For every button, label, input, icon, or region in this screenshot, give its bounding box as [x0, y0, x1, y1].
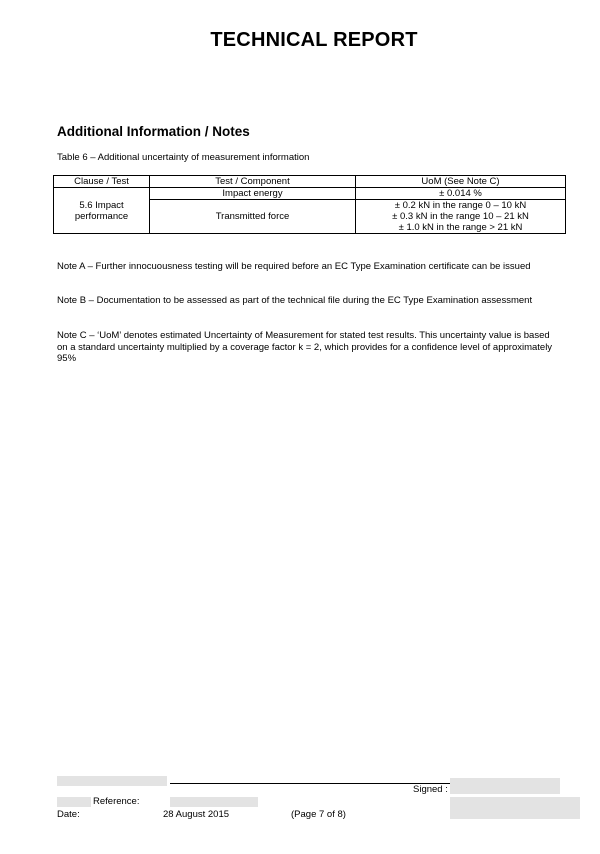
- uom-line: ± 0.3 kN in the range 10 – 21 kN: [392, 211, 529, 222]
- uom-cell: ± 0.014 %: [356, 188, 566, 200]
- date-label: Date:: [57, 809, 80, 820]
- report-title: TECHNICAL REPORT: [210, 29, 418, 51]
- table-row: [54, 188, 566, 200]
- redacted-block: [57, 797, 91, 807]
- clause-line: 5.6 Impact: [79, 199, 124, 211]
- redacted-reference: [170, 797, 258, 807]
- redacted-block: [57, 776, 167, 786]
- table-caption: Table 6 – Additional uncertainty of measurement information: [57, 152, 310, 163]
- uom-cell: [356, 200, 566, 234]
- clause-line: performance: [74, 210, 129, 222]
- section-heading: Additional Information / Notes: [57, 124, 250, 139]
- header-uom: UoM (See Note C): [356, 176, 566, 188]
- header-component: Test / Component: [150, 176, 356, 188]
- reference-label: Reference:: [93, 796, 140, 807]
- redacted-signature: [450, 797, 580, 819]
- clause-cell: [54, 188, 150, 234]
- uncertainty-table: [53, 175, 566, 234]
- note-a: Note A – Further innocuousness testing will be required before an EC Type Examination certificate can be issued: [57, 261, 531, 272]
- component-cell: Transmitted force: [150, 200, 356, 234]
- page-number: (Page 7 of 8): [291, 809, 346, 820]
- date-value: 28 August 2015: [163, 809, 230, 820]
- signed-label: Signed :: [413, 784, 448, 795]
- header-clause: Clause / Test: [54, 176, 150, 188]
- uom-line: ± 0.2 kN in the range 0 – 10 kN: [394, 200, 527, 211]
- note-b: Note B – Documentation to be assessed as part of the technical file during the EC Type Examination assessment: [57, 295, 533, 306]
- component-cell: Impact energy: [150, 188, 356, 200]
- redacted-signature: [450, 778, 560, 794]
- table-header-row: [54, 176, 566, 188]
- note-c: Note C – ‘UoM’ denotes estimated Uncertainty of Measurement for stated test results. This uncertainty value is based on a standard uncertainty multiplied by a coverage factor k = 2, which provides for a confidence level of approximately 95%: [57, 330, 553, 364]
- uom-line: ± 1.0 kN in the range > 21 kN: [398, 222, 523, 233]
